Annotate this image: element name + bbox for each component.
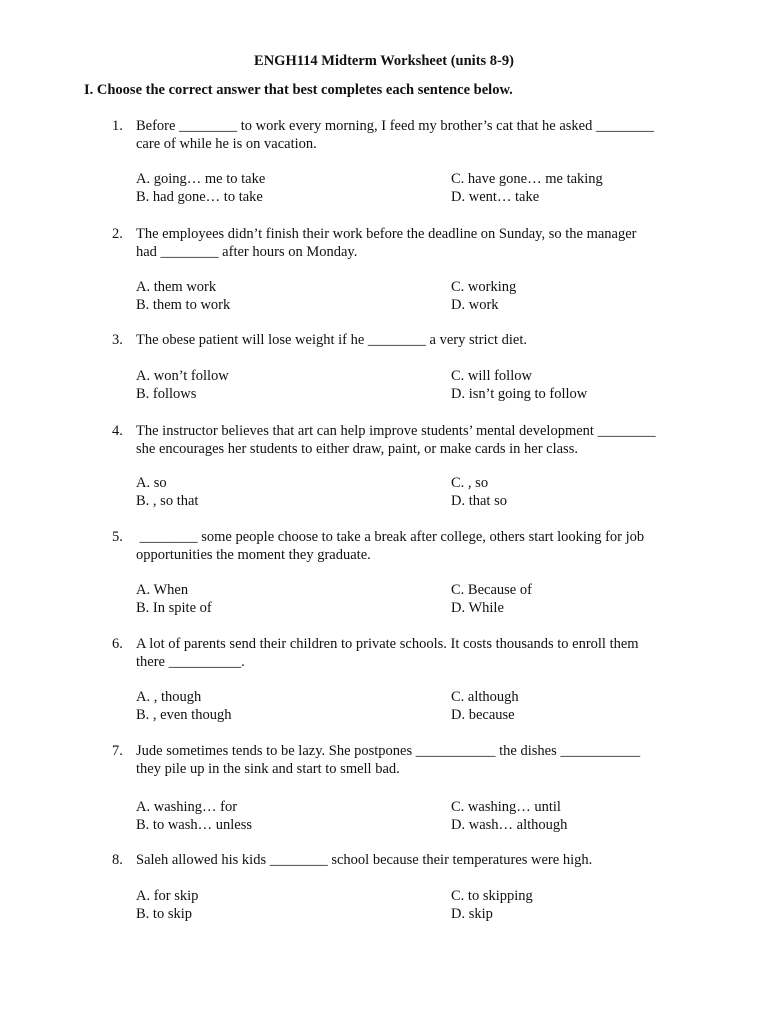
- question-number: 5.: [112, 529, 123, 545]
- worksheet-title: ENGH114 Midterm Worksheet (units 8-9): [254, 53, 514, 69]
- question-number: 6.: [112, 636, 123, 652]
- question-line: Saleh allowed his kids ________ school because their temperatures were high.: [136, 852, 593, 868]
- option-d[interactable]: D. skip: [451, 906, 493, 922]
- option-d[interactable]: D. wash… although: [451, 817, 568, 833]
- option-a[interactable]: A. washing… for: [136, 799, 238, 815]
- question-text: [136, 528, 681, 564]
- question-text: [136, 422, 681, 458]
- option-c[interactable]: C. will follow: [451, 368, 532, 384]
- question-line: they pile up in the sink and start to smell bad.: [136, 761, 400, 777]
- option-c[interactable]: C. working: [451, 279, 517, 295]
- question-line: The employees didn’t finish their work before the deadline on Sunday, so the manager: [136, 226, 637, 242]
- question-line: The obese patient will lose weight if he ________ a very strict diet.: [136, 332, 527, 348]
- option-c[interactable]: C. to skipping: [451, 888, 533, 904]
- option-d[interactable]: D. that so: [451, 493, 507, 509]
- option-c[interactable]: C. although: [451, 689, 519, 705]
- option-b[interactable]: B. In spite of: [136, 600, 212, 616]
- question-text: [136, 331, 681, 349]
- question-text: [136, 117, 681, 153]
- question-number: 2.: [112, 226, 123, 242]
- option-d[interactable]: D. isn’t going to follow: [451, 386, 588, 402]
- question-line: opportunities the moment they graduate.: [136, 547, 371, 563]
- question-line: there __________.: [136, 654, 245, 670]
- question-number: 3.: [112, 332, 123, 348]
- option-b[interactable]: B. them to work: [136, 297, 231, 313]
- question-line: The instructor believes that art can help improve students’ mental development ________: [136, 423, 656, 439]
- question-line: Jude sometimes tends to be lazy. She postpones ___________ the dishes ___________: [136, 743, 641, 759]
- option-b[interactable]: B. to wash… unless: [136, 817, 252, 833]
- question-number: 7.: [112, 743, 123, 759]
- option-c[interactable]: C. , so: [451, 475, 489, 491]
- option-b[interactable]: B. had gone… to take: [136, 189, 263, 205]
- question-text: [136, 851, 681, 869]
- question-text: [136, 225, 681, 261]
- option-c[interactable]: C. washing… until: [451, 799, 561, 815]
- option-d[interactable]: D. because: [451, 707, 515, 723]
- question-line: had ________ after hours on Monday.: [136, 244, 358, 260]
- section-instruction: I. Choose the correct answer that best completes each sentence below.: [84, 82, 513, 98]
- option-d[interactable]: D. While: [451, 600, 504, 616]
- question-number: 8.: [112, 852, 123, 868]
- question-line: she encourages her students to either draw, paint, or make cards in her class.: [136, 441, 578, 457]
- question-number: 4.: [112, 423, 123, 439]
- question-line: Before ________ to work every morning, I feed my brother’s cat that he asked ________: [136, 118, 654, 134]
- option-a[interactable]: A. , though: [136, 689, 202, 705]
- question-text: [136, 635, 681, 671]
- question-line: ________ some people choose to take a break after college, others start looking for job: [136, 529, 645, 545]
- option-a[interactable]: A. When: [136, 582, 189, 598]
- option-a[interactable]: A. them work: [136, 279, 217, 295]
- option-a[interactable]: A. won’t follow: [136, 368, 229, 384]
- option-c[interactable]: C. Because of: [451, 582, 532, 598]
- option-b[interactable]: B. , so that: [136, 493, 199, 509]
- option-c[interactable]: C. have gone… me taking: [451, 171, 603, 187]
- question-text: [136, 742, 681, 778]
- option-b[interactable]: B. , even though: [136, 707, 232, 723]
- question-line: care of while he is on vacation.: [136, 136, 317, 152]
- option-b[interactable]: B. to skip: [136, 906, 192, 922]
- option-a[interactable]: A. going… me to take: [136, 171, 266, 187]
- option-b[interactable]: B. follows: [136, 386, 197, 402]
- option-a[interactable]: A. for skip: [136, 888, 199, 904]
- question-line: A lot of parents send their children to private schools. It costs thousands to enroll them: [136, 636, 639, 652]
- option-d[interactable]: D. work: [451, 297, 499, 313]
- question-number: 1.: [112, 118, 123, 134]
- option-d[interactable]: D. went… take: [451, 189, 540, 205]
- option-a[interactable]: A. so: [136, 475, 167, 491]
